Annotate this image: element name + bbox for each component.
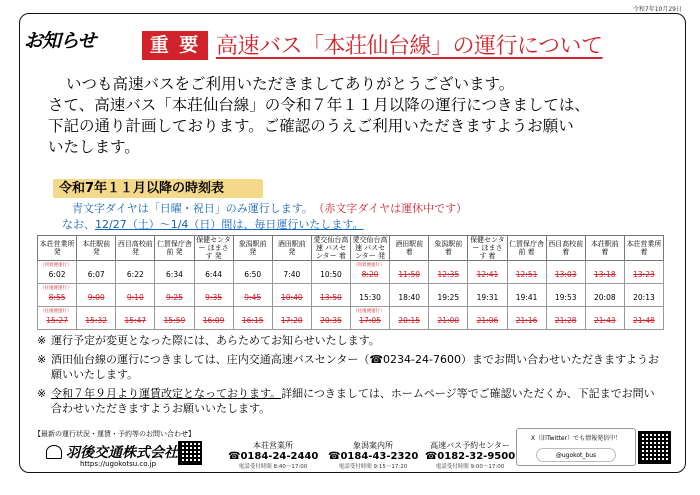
time-cell xyxy=(77,261,116,284)
office-tel[interactable]: ☎0182-32-9500 xyxy=(424,451,516,462)
table-row xyxy=(38,261,664,284)
time-value: 21:06 xyxy=(476,315,499,325)
office-honjo xyxy=(228,440,318,470)
time-cell xyxy=(546,284,585,307)
time-cell xyxy=(507,261,546,284)
trip-note: （到着便運行） xyxy=(353,263,385,268)
x-info-box xyxy=(516,428,636,466)
time-value: 18:40 xyxy=(398,292,420,302)
time-cell xyxy=(507,307,546,330)
office-reservation xyxy=(420,440,520,470)
company-logo-icon xyxy=(46,445,62,459)
time-value: 6:34 xyxy=(166,269,183,279)
time-cell xyxy=(155,261,194,284)
timetable-column-header: 本荘駅前 着 xyxy=(585,236,624,261)
timetable-heading: 令和7年１１月以降の時刻表 xyxy=(53,179,263,198)
time-cell xyxy=(272,307,311,330)
company-name-text: 羽後交通株式会社 xyxy=(66,445,178,461)
timetable-column-header: 仁賀保庁舎前 発 xyxy=(155,236,194,261)
trip-note: （到着便運行） xyxy=(40,263,72,268)
time-value: 13:18 xyxy=(594,269,616,279)
timetable-header-row xyxy=(38,236,664,261)
office-name: 象潟案内所 xyxy=(353,441,393,450)
time-value: 6:44 xyxy=(205,269,222,279)
timetable-column-header: 酒田駅前 発 xyxy=(272,236,311,261)
timetable-column-header: 本荘営業所 着 xyxy=(624,236,663,261)
time-cell xyxy=(429,284,468,307)
time-value: 12:51 xyxy=(515,269,538,279)
time-value: 7:40 xyxy=(283,269,301,279)
time-value: 21:43 xyxy=(594,315,616,325)
intro-line: さて、高速バス「本荘仙台線」の令和７年１１月以降の運行につきましては、 xyxy=(48,96,590,114)
timetable-column-header: 象潟駅前 発 xyxy=(233,236,272,261)
footer-label: 【最新の運行状況・運賃・予約等のお問い合わせ】 xyxy=(34,430,195,438)
time-value: 21:00 xyxy=(437,315,460,325)
time-cell xyxy=(116,261,155,284)
time-cell xyxy=(155,284,194,307)
time-value: 13:03 xyxy=(554,269,577,279)
page-title: 高速バス「本荘仙台線」の運行について xyxy=(216,34,603,59)
table-row xyxy=(38,307,664,330)
time-cell xyxy=(624,261,663,284)
timetable-column-header: 仁賀保庁舎前 着 xyxy=(507,236,546,261)
time-cell xyxy=(38,284,77,307)
remark-mark: ※ xyxy=(37,334,47,347)
time-value: 9:10 xyxy=(126,292,144,302)
time-cell xyxy=(311,307,350,330)
time-cell xyxy=(351,284,390,307)
company-name xyxy=(46,442,178,462)
time-value: 10:40 xyxy=(281,292,303,302)
time-value: 16:15 xyxy=(241,315,264,325)
time-value: 15:27 xyxy=(46,315,68,325)
period-note xyxy=(62,216,364,232)
remark-mark: ※ xyxy=(37,353,47,366)
red-note: （赤文字ダイヤは運休中です） xyxy=(318,202,468,215)
timetable-column-header: 愛交仙台高速 バスセンター 発 xyxy=(351,236,390,261)
qr-code-icon[interactable] xyxy=(178,441,202,465)
office-tel[interactable]: ☎0184-24-2440 xyxy=(228,451,319,462)
time-cell xyxy=(624,284,663,307)
time-value: 9:25 xyxy=(166,292,183,302)
notice-logo: お知らせ xyxy=(24,30,96,52)
time-cell xyxy=(311,284,350,307)
office-name: 本荘営業所 xyxy=(253,441,293,450)
remark-text: 詳細につきましては、ホームページ等でご確認いただくか、下記までお問い合わせいただきますようお願いいたします。 xyxy=(51,387,655,415)
timetable-body xyxy=(38,261,664,330)
time-cell xyxy=(351,261,390,284)
timetable-column-header: 本荘営業所 発 xyxy=(38,236,77,261)
time-value: 16:09 xyxy=(202,315,225,325)
time-cell xyxy=(272,261,311,284)
time-cell xyxy=(233,284,272,307)
remark-3 xyxy=(37,386,667,416)
remark-mark: ※ xyxy=(37,387,47,400)
time-cell xyxy=(77,284,116,307)
time-value: 15:59 xyxy=(163,315,186,325)
time-value: 19:53 xyxy=(554,292,577,302)
time-cell xyxy=(390,307,429,330)
remark-text-block xyxy=(51,386,661,416)
time-value: 15:47 xyxy=(124,315,147,325)
timetable-column-header: 西目高校前 発 xyxy=(116,236,155,261)
time-value: 17:05 xyxy=(359,315,381,325)
time-value: 6:22 xyxy=(126,269,144,279)
office-hours: 電話受付時間 9:15〜17:20 xyxy=(338,464,408,470)
time-value: 13:50 xyxy=(320,292,342,302)
time-cell xyxy=(468,284,507,307)
time-cell xyxy=(116,307,155,330)
time-value: 11:50 xyxy=(398,269,420,279)
time-cell xyxy=(311,261,350,284)
period-dates: 12/27（土）～1/4（日） xyxy=(95,218,222,231)
time-value: 20:13 xyxy=(633,292,655,302)
time-cell xyxy=(507,284,546,307)
time-cell xyxy=(585,284,624,307)
time-value: 6:07 xyxy=(87,269,105,279)
time-cell xyxy=(429,261,468,284)
blue-note: 青文字ダイヤは「日曜・祝日」のみ運行します。 xyxy=(72,202,313,215)
time-cell xyxy=(429,307,468,330)
time-value: 17:20 xyxy=(281,315,303,325)
time-value: 12:35 xyxy=(437,269,460,279)
time-cell xyxy=(585,307,624,330)
time-cell xyxy=(390,284,429,307)
time-value: 8:55 xyxy=(48,292,66,302)
remark-text: 酒田仙台線の運行につきましては、庄内交通高速バスセンター（☎0234-24-7600）までお問い合わせいただきますようお願いいたします。 xyxy=(51,353,659,381)
time-value: 15:30 xyxy=(359,292,381,302)
intro-line: いつも高速バスをご利用いただきましてありがとうございます。 xyxy=(66,75,515,93)
time-cell xyxy=(390,261,429,284)
time-value: 9:35 xyxy=(205,292,222,302)
trip-note: （往復便運行） xyxy=(40,309,72,314)
fare-revision-link: 令和７年９月より運賃改定となっております。 xyxy=(51,387,282,400)
period-note-prefix: なお、 xyxy=(62,218,95,231)
table-row xyxy=(38,284,664,307)
time-value: 15:32 xyxy=(85,315,107,325)
x-handle[interactable]: @ugokot_bus xyxy=(536,448,616,462)
office-hours: 電話受付時間 8:40〜17:00 xyxy=(238,464,308,470)
time-value: 20:15 xyxy=(398,315,420,325)
office-hours: 電話受付時間 9:00〜17:00 xyxy=(435,464,505,470)
timetable-column-header: 象潟駅前 着 xyxy=(429,236,468,261)
timetable-column-header: 愛交仙台高速 バスセンター 着 xyxy=(311,236,350,261)
time-cell xyxy=(585,261,624,284)
timetable-note xyxy=(72,200,467,216)
issue-date: 令和7年10月29日 xyxy=(632,6,682,13)
remark-1 xyxy=(37,333,667,348)
remark-text: 運行予定が変更となった際には、あらためてお知らせいたします。 xyxy=(51,334,380,347)
office-kisakata xyxy=(328,440,418,470)
timetable-column-header: 西目高校前 着 xyxy=(546,236,585,261)
timetable xyxy=(37,235,664,330)
time-cell xyxy=(233,261,272,284)
time-value: 21:48 xyxy=(633,315,655,325)
x-text: X（旧Twitter）でも情報発信中！ xyxy=(530,435,622,442)
time-cell xyxy=(194,261,233,284)
time-cell xyxy=(194,307,233,330)
timetable-column-header: 本荘駅前 発 xyxy=(77,236,116,261)
intro-line: 下記の通り計画しております。ご確認のうえご利用いただきますようお願い xyxy=(48,117,574,135)
time-cell xyxy=(272,284,311,307)
time-value: 12:41 xyxy=(476,269,499,279)
time-value: 19:31 xyxy=(476,292,499,302)
time-value: 9:45 xyxy=(244,292,262,302)
time-value: 8:20 xyxy=(361,269,379,279)
time-cell xyxy=(155,307,194,330)
time-value: 20:35 xyxy=(320,315,342,325)
time-value: 19:41 xyxy=(515,292,538,302)
x-qr-code-icon[interactable] xyxy=(638,431,671,464)
remark-2 xyxy=(37,352,667,382)
trip-note: （往復便運行） xyxy=(353,309,385,314)
time-value: 21:16 xyxy=(515,315,538,325)
time-cell xyxy=(116,284,155,307)
intro-line: いたします。 xyxy=(48,138,140,156)
time-cell xyxy=(194,284,233,307)
time-cell xyxy=(546,261,585,284)
time-value: 13:23 xyxy=(633,269,655,279)
time-cell xyxy=(468,307,507,330)
time-cell xyxy=(38,261,77,284)
time-cell xyxy=(546,307,585,330)
trip-note: （往復便運行） xyxy=(40,286,72,291)
period-note-suffix: 間は、毎日運行いたします。 xyxy=(221,218,364,231)
time-value: 6:02 xyxy=(48,269,66,279)
time-value: 6:50 xyxy=(244,269,262,279)
important-badge: 重 要 xyxy=(142,31,208,60)
time-cell xyxy=(468,261,507,284)
office-tel[interactable]: ☎0184-43-2320 xyxy=(328,451,419,462)
intro-text xyxy=(48,74,660,158)
time-value: 20:08 xyxy=(594,292,616,302)
timetable-column-header: 酒田駅前 着 xyxy=(390,236,429,261)
time-cell xyxy=(351,307,390,330)
time-cell xyxy=(77,307,116,330)
company-url[interactable]: https://ugokotsu.co.jp xyxy=(80,460,157,468)
time-value: 10:50 xyxy=(320,269,342,279)
time-value: 19:25 xyxy=(437,292,460,302)
time-value: 21:28 xyxy=(554,315,577,325)
timetable-column-header: 保健センター ほまさす 着 xyxy=(468,236,507,261)
time-value: 9:00 xyxy=(87,292,105,302)
office-name: 高速バス予約センター xyxy=(430,441,510,450)
time-cell xyxy=(38,307,77,330)
timetable-column-header: 保健センター ほまさす 発 xyxy=(194,236,233,261)
time-cell xyxy=(624,307,663,330)
time-cell xyxy=(233,307,272,330)
